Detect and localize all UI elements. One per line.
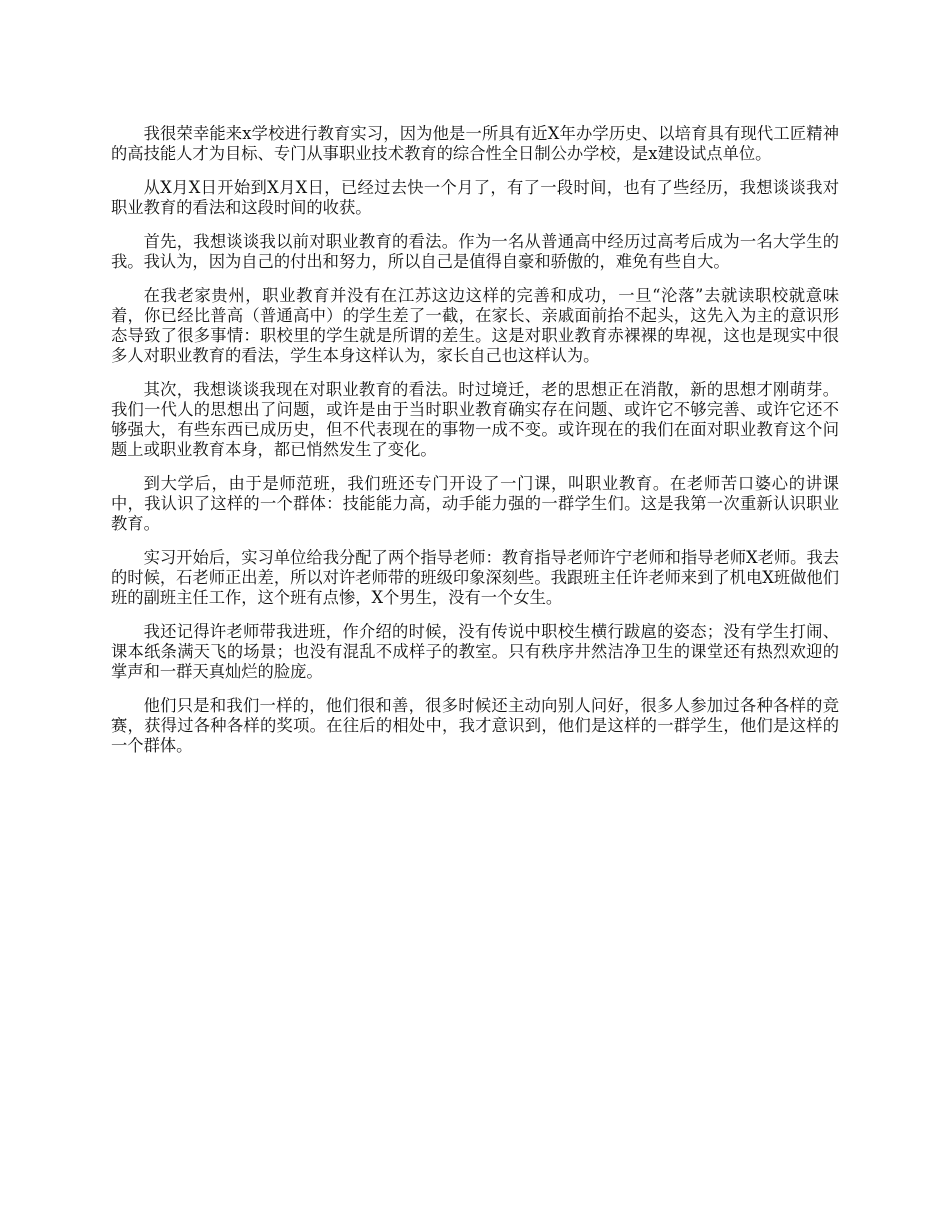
paragraph-1: 我很荣幸能来x学校进行教育实习，因为他是一所具有近X年办学历史、以培育具有现代工匠精神的高技能人才为目标、专门从事职业技术教育的综合性全日制公办学校，是x建设试点单位。 — [111, 124, 839, 163]
document-page — [111, 124, 839, 770]
paragraph-2: 从X月X日开始到X月X日，已经过去快一个月了，有了一段时间，也有了些经历，我想谈谈我对职业教育的看法和这段时间的收获。 — [111, 178, 839, 217]
paragraph-5: 其次，我想谈谈我现在对职业教育的看法。时过境迁，老的思想正在消散，新的思想才刚萌芽。我们一代人的思想出了问题，或许是由于当时职业教育确实存在问题、或许它不够完善、或许它还不够强大，有些东西已成历史，但不代表现在的事物一成不变。或许现在的我们在面对职业教育这个问题上或职业教育本身，都已悄然发生了变化。 — [111, 380, 839, 459]
paragraph-8: 我还记得许老师带我进班，作介绍的时候，没有传说中职校生横行跋扈的姿态；没有学生打闹、课本纸条满天飞的场景；也没有混乱不成样子的教室。只有秩序井然洁净卫生的课堂还有热烈欢迎的掌声和一群天真灿烂的脸庞。 — [111, 622, 839, 681]
paragraph-3: 首先，我想谈谈我以前对职业教育的看法。作为一名从普通高中经历过高考后成为一名大学生的我。我认为，因为自己的付出和努力，所以自己是值得自豪和骄傲的，难免有些自大。 — [111, 232, 839, 271]
paragraph-7: 实习开始后，实习单位给我分配了两个指导老师：教育指导老师许宁老师和指导老师X老师。我去的时候，石老师正出差，所以对许老师带的班级印象深刻些。我跟班主任许老师来到了机电X班做他们班的副班主任工作，这个班有点惨，X个男生，没有一个女生。 — [111, 548, 840, 607]
paragraph-9: 他们只是和我们一样的，他们很和善，很多时候还主动向别人问好，很多人参加过各种各样的竞赛，获得过各种各样的奖项。在往后的相处中，我才意识到，他们是这样的一群学生，他们是这样的一个群体。 — [111, 696, 839, 755]
paragraph-6: 到大学后，由于是师范班，我们班还专门开设了一门课，叫职业教育。在老师苦口婆心的讲课中，我认识了这样的一个群体：技能能力高，动手能力强的一群学生们。这是我第一次重新认识职业教育。 — [111, 474, 839, 533]
paragraph-4: 在我老家贵州，职业教育并没有在江苏这边这样的完善和成功，一旦“沦落”去就读职校就意味着，你已经比普高（普通高中）的学生差了一截，在家长、亲戚面前抬不起头，这先入为主的意识形态导致了很多事情：职校里的学生就是所谓的差生。这是对职业教育赤裸裸的卑视，这也是现实中很多人对职业教育的看法，学生本身这样认为，家长自己也这样认为。 — [111, 286, 839, 365]
